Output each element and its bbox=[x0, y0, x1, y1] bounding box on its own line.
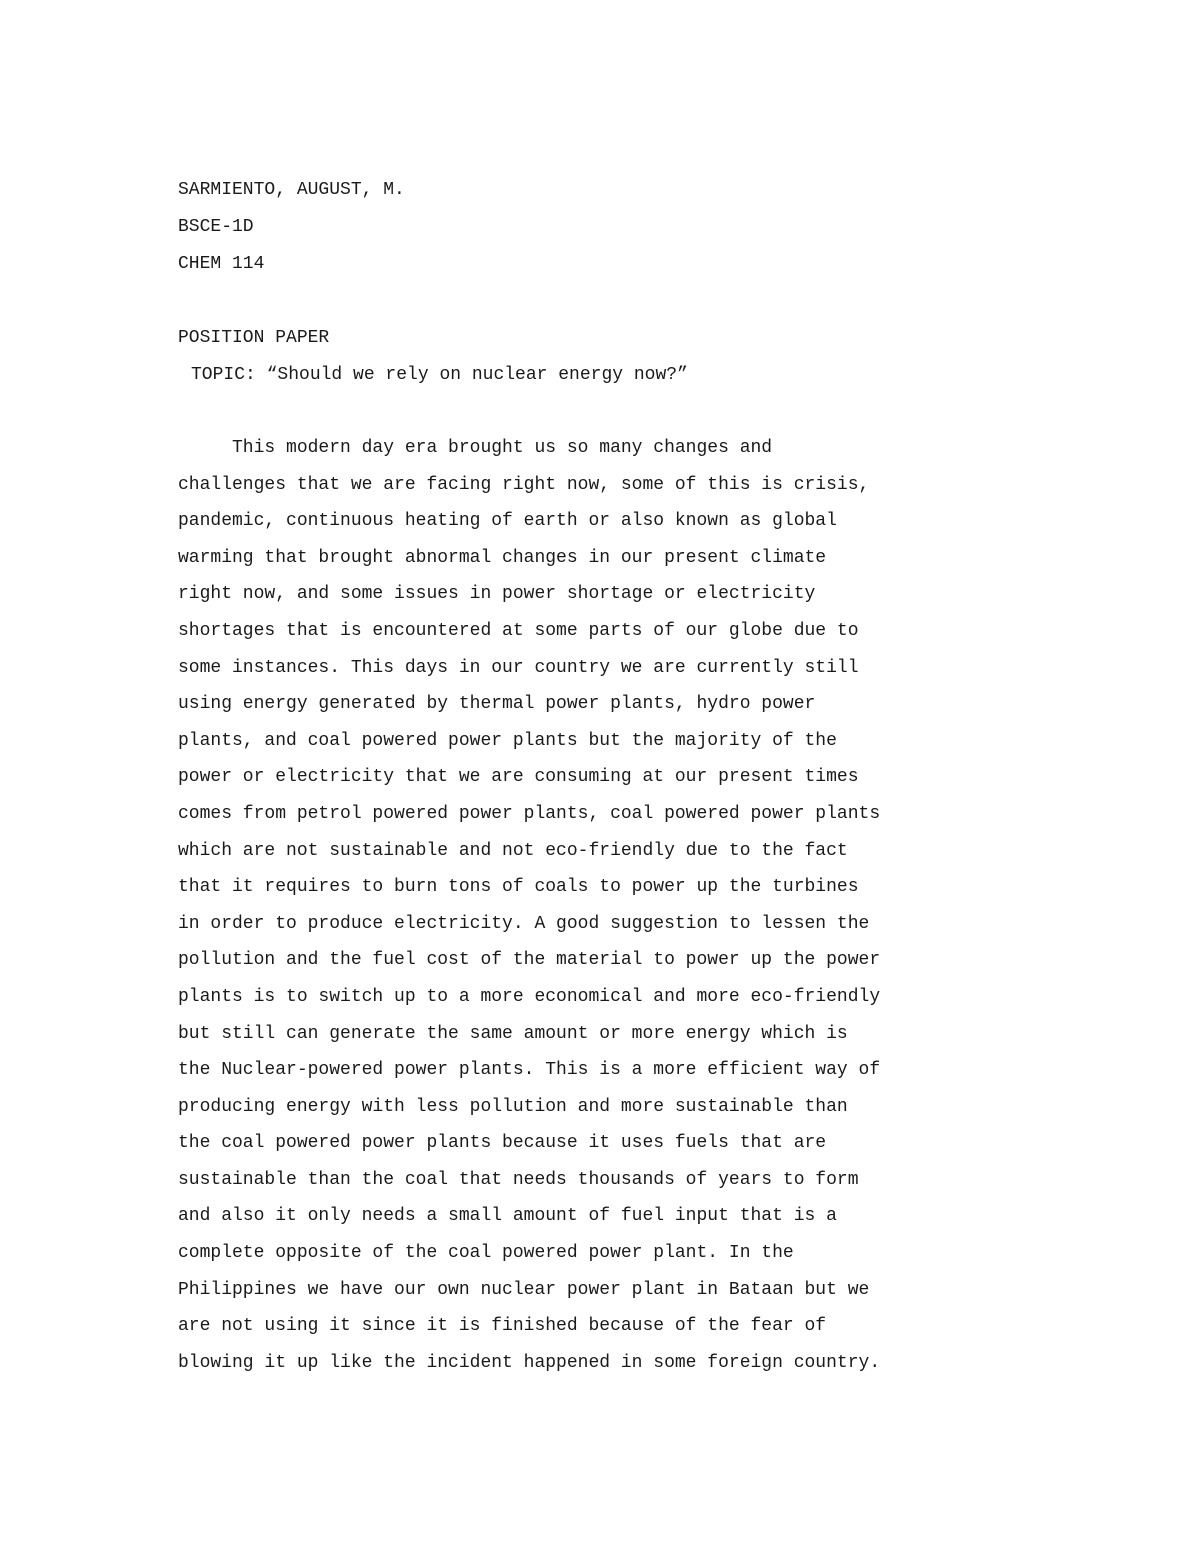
body-line: Philippines we have our own nuclear power plant in Bataan but we bbox=[178, 1279, 870, 1300]
student-section: BSCE-1D bbox=[178, 217, 254, 237]
course-code: CHEM 114 bbox=[178, 254, 265, 274]
body-line: power or electricity that we are consuming at our present times bbox=[178, 767, 859, 788]
body-line: sustainable than the coal that needs thousands of years to form bbox=[178, 1169, 859, 1190]
student-name: SARMIENTO, AUGUST, M. bbox=[178, 180, 405, 200]
body-line: pollution and the fuel cost of the material to power up the power bbox=[178, 950, 881, 971]
body-line: blowing it up like the incident happened in some foreign country. bbox=[178, 1352, 881, 1373]
body-line: the coal powered power plants because it uses fuels that are bbox=[178, 1133, 827, 1154]
body-line: comes from petrol powered power plants, coal powered power plants bbox=[178, 803, 881, 824]
body-line: complete opposite of the coal powered power plant. In the bbox=[178, 1243, 794, 1264]
body-line: some instances. This days in our country we are currently still bbox=[178, 657, 859, 678]
body-line: right now, and some issues in power shortage or electricity bbox=[178, 584, 816, 605]
body-line: This modern day era brought us so many changes and bbox=[178, 438, 773, 458]
body-line: warming that brought abnormal changes in our present climate bbox=[178, 547, 827, 568]
body-line: which are not sustainable and not eco-friendly due to the fact bbox=[178, 840, 848, 861]
body-line: that it requires to burn tons of coals to power up the turbines bbox=[178, 877, 859, 898]
body-line: pandemic, continuous heating of earth or also known as global bbox=[178, 511, 837, 532]
body-line: producing energy with less pollution and more sustainable than bbox=[178, 1096, 848, 1117]
body-line: shortages that is encountered at some parts of our globe due to bbox=[178, 620, 859, 641]
paper-type: POSITION PAPER bbox=[178, 328, 330, 348]
body-line: but still can generate the same amount or more energy which is bbox=[178, 1023, 848, 1044]
body-paragraph bbox=[178, 437, 1038, 1388]
body-line: plants, and coal powered power plants but the majority of the bbox=[178, 730, 837, 751]
body-line: and also it only needs a small amount of fuel input that is a bbox=[178, 1206, 837, 1227]
body-line: using energy generated by thermal power plants, hydro power bbox=[178, 694, 816, 715]
body-line: in order to produce electricity. A good suggestion to lessen the bbox=[178, 913, 870, 934]
body-line: are not using it since it is finished because of the fear of bbox=[178, 1316, 827, 1337]
paper-topic: TOPIC: “Should we rely on nuclear energy now?” bbox=[191, 365, 688, 385]
body-line: challenges that we are facing right now, some of this is crisis, bbox=[178, 474, 870, 495]
body-line: the Nuclear-powered power plants. This is a more efficient way of bbox=[178, 1060, 881, 1081]
body-line: plants is to switch up to a more economical and more eco-friendly bbox=[178, 986, 881, 1007]
